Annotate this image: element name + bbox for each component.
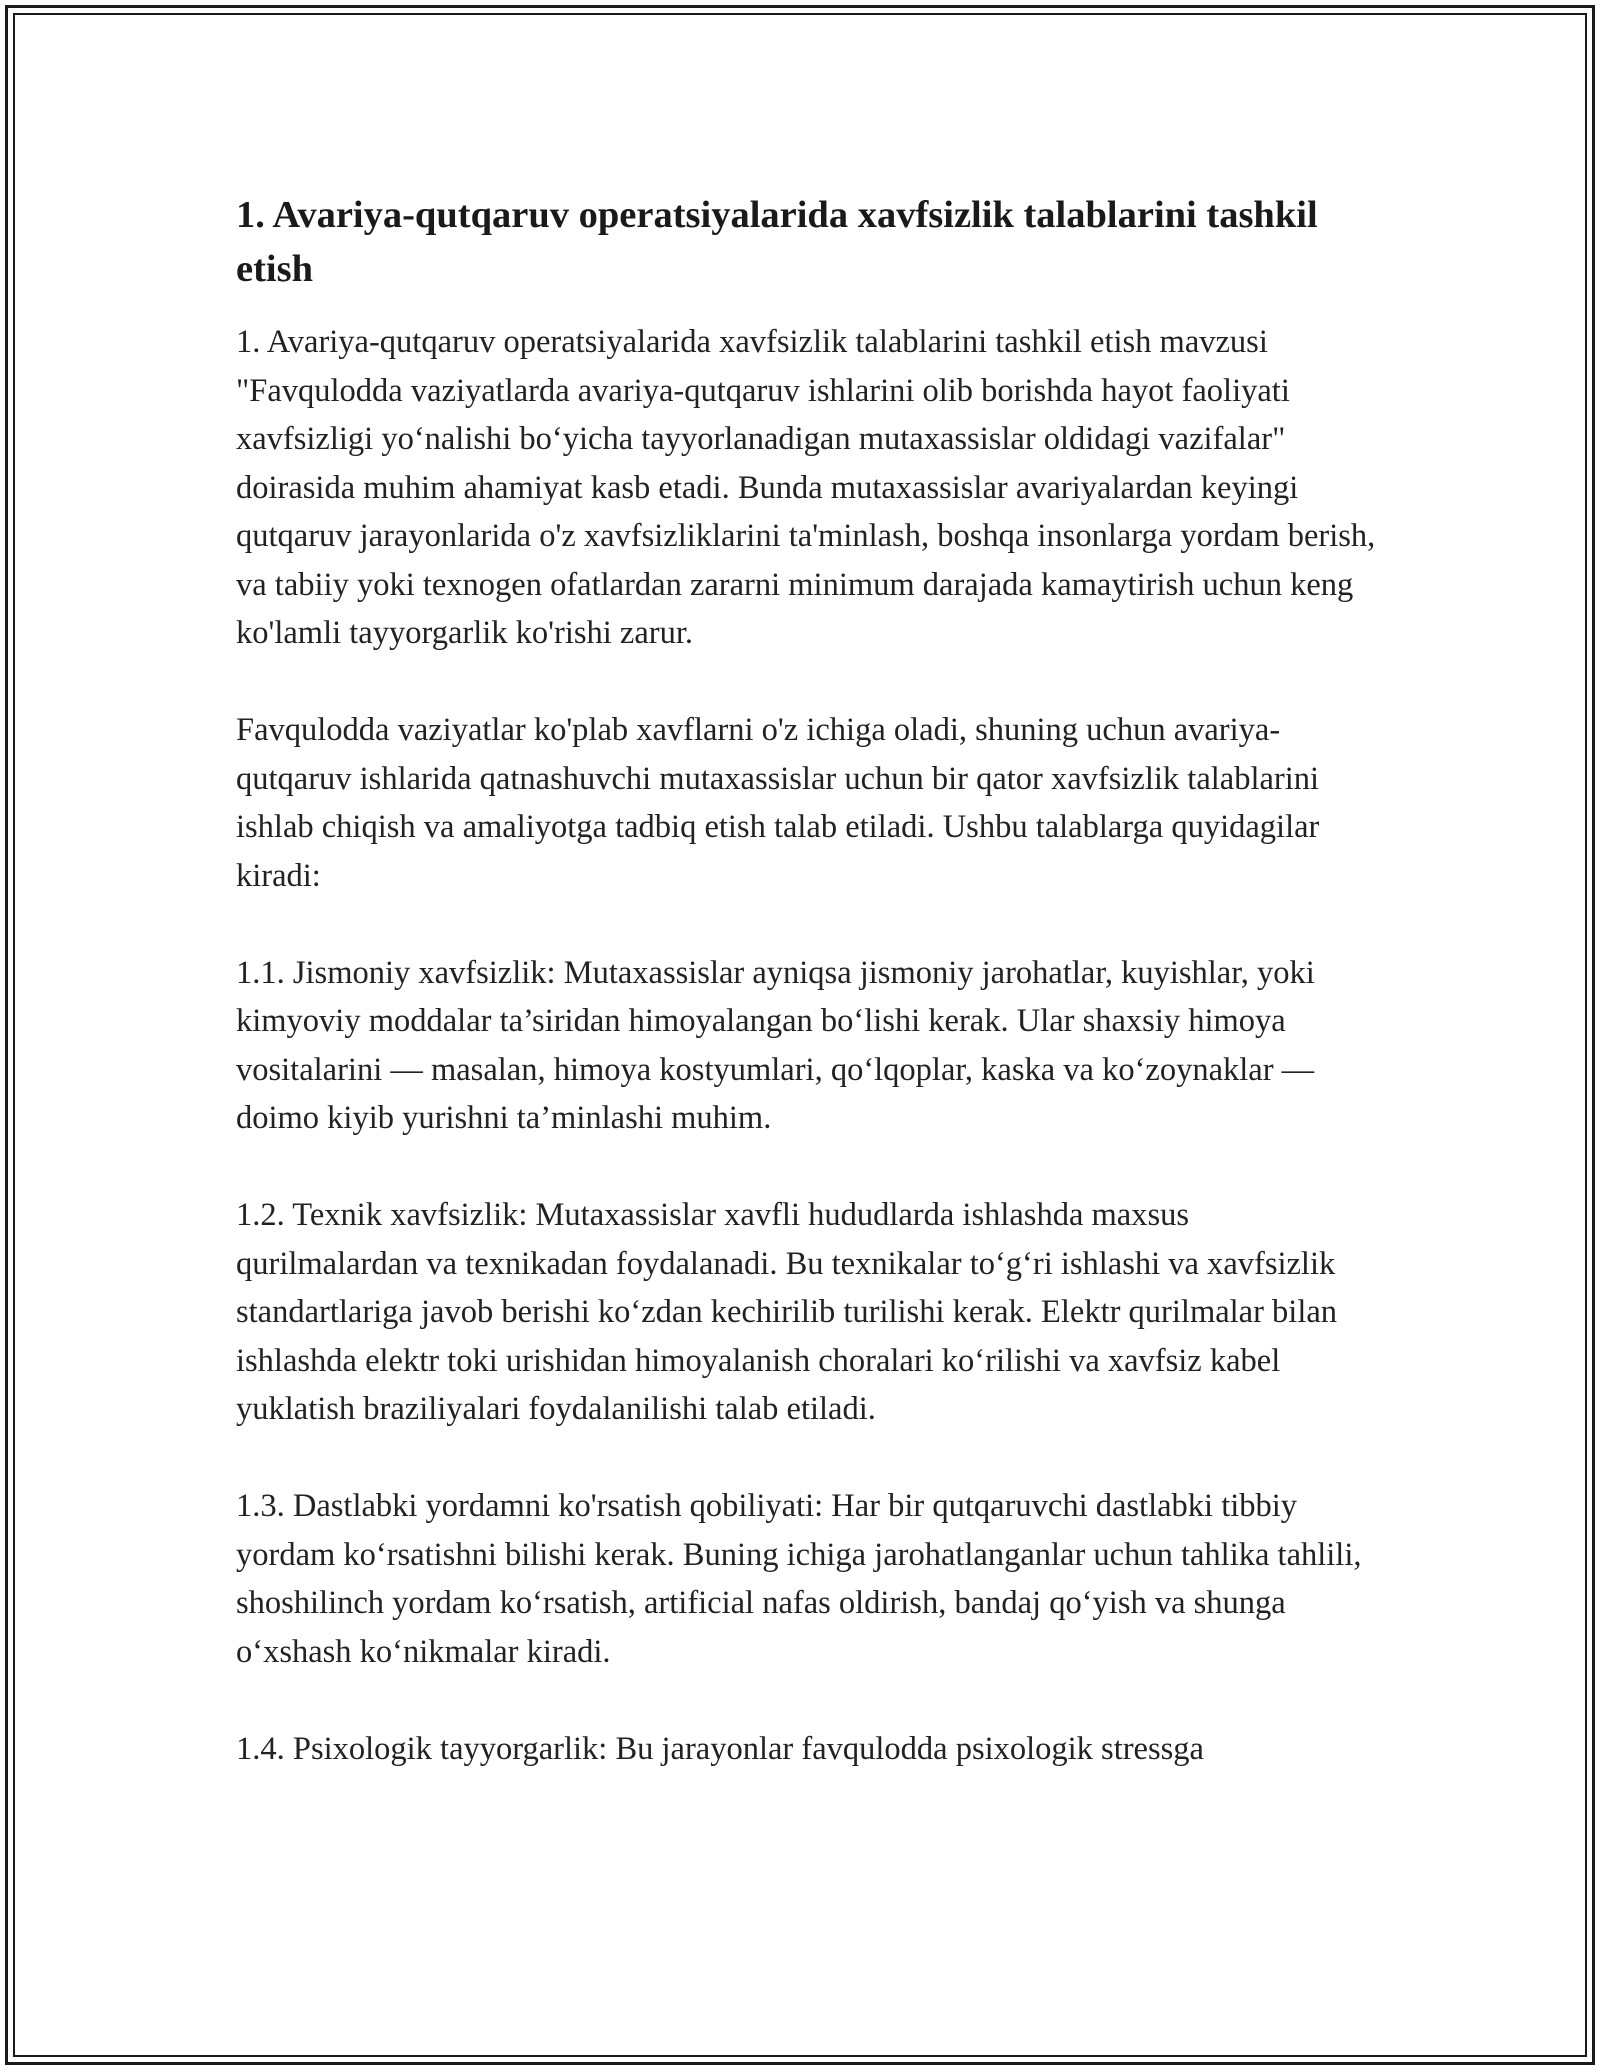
paragraph-psychological: 1.4. Psixologik tayyorgarlik: Bu jarayonlar favqulodda psixologik stressga [236, 1730, 1204, 1767]
paragraph-intro: 1. Avariya-qutqaruv operatsiyalarida xavfsizlik talablarini tashkil etish mavzusi "Favqulodda vaziyatlarda avariya-qutqaruv ishlarini olib borishda hayot faoliyati xavfsizligi yo‘nalishi bo‘yicha tayyorlanadigan mutaxassislar oldidagi vazifalar" doirasida muhim ahamiyat kasb etadi. Bunda mutaxassislar avariyalardan keyingi qutqaruv jarayonlarida o'z xavfsizliklarini ta'minlash, boshqa insonlarga yordam berish, va tabiiy yoki texnogen ofatlardan zararni minimum darajada kamaytirish uchun keng ko'lamli tayyorgarlik ko'rishi zarur. [236, 324, 1376, 651]
paragraph-physical-safety: 1.1. Jismoniy xavfsizlik: Mutaxassislar ayniqsa jismoniy jarohatlar, kuyishlar, yoki kimyoviy moddalar ta’siridan himoyalangan bo‘lishi kerak. Ular shaxsiy himoya vositalarini — masalan, himoya kostyumlari, qo‘lqoplar, kaska va ko‘zoynaklar — doimo kiyib yurishni ta’minlashi muhim. [236, 954, 1315, 1136]
paragraph-first-aid: 1.3. Dastlabki yordamni ko'rsatish qobiliyati: Har bir qutqaruvchi dastlabki tibbiy yordam ko‘rsatishni bilishi kerak. Buning ichiga jarohatlanganlar uchun tahlika tahlili, shoshilinch yordam ko‘rsatish, artificial nafas oldirish, bandaj qo‘yish va shunga o‘xshash ko‘nikmalar kiradi. [236, 1488, 1362, 1670]
document-title: 1. Avariya-qutqaruv operatsiyalarida xavfsizlik talablarini tashkil etish [236, 194, 1318, 290]
document-body [236, 188, 1376, 1822]
paragraph-requirements: Favqulodda vaziyatlar ko'plab xavflarni o'z ichiga oladi, shuning uchun avariya-qutqaruv ishlarida qatnashuvchi mutaxassislar uchun bir qator xavfsizlik talablarini ishlab chiqish va amaliyotga tadbiq etish talab etiladi. Ushbu talablarga quyidagilar kiradi: [236, 712, 1320, 894]
paragraph-technical-safety: 1.2. Texnik xavfsizlik: Mutaxassislar xavfli hududlarda ishlashda maxsus qurilmalardan va texnikadan foydalanadi. Bu texnikalar to‘g‘ri ishlashi va xavfsizlik standartlariga javob berishi ko‘zdan kechirilib turilishi kerak. Elektr qurilmalar bilan ishlashda elektr toki urishidan himoyalanish choralari ko‘rilishi va xavfsiz kabel yuklatish braziliyalari foydalanilishi talab etiladi. [236, 1197, 1338, 1427]
